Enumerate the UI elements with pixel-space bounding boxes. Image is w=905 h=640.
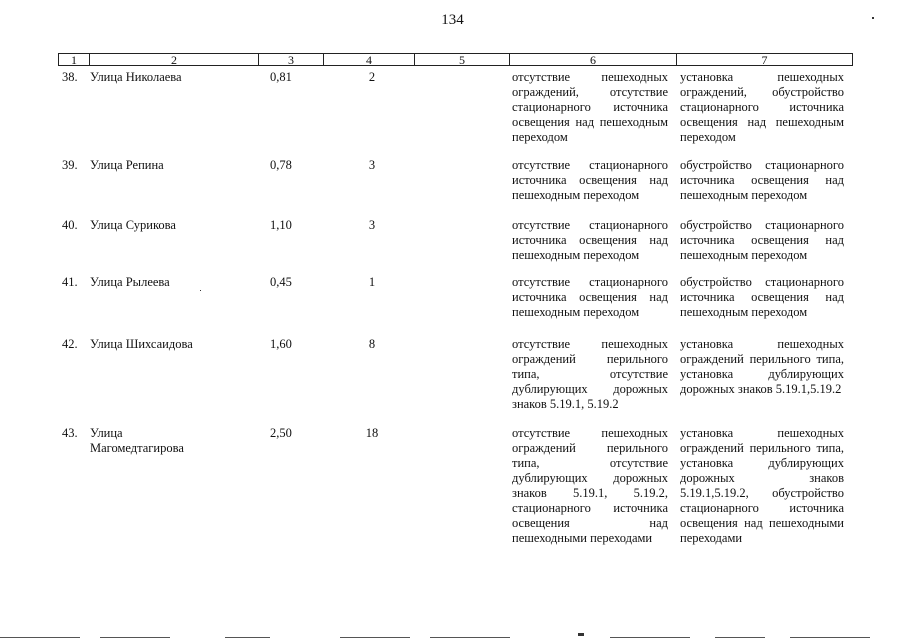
deficiency-text: отсутствие стационарного источника освещения над пешеходным переходом — [512, 218, 668, 262]
deficiency-text: отсутствие пешеходных ограждений перильного типа, отсутствие дублирующих дорожных знаков 5.19.1, 5.19.2 — [512, 337, 668, 411]
header-col-5: 5 — [414, 53, 510, 66]
header-col-2: 2 — [89, 53, 259, 66]
street-name: Улица Магомедтагирова — [90, 426, 184, 455]
measure-text: установка пешеходных ограждений перильного типа, установка дублирующих дорожных знаков 5.19.1,5.19.2, обустройство стационарного источника освещения над пешеходными переходами — [680, 426, 844, 545]
deficiency-text: отсутствие пешеходных ограждений перильного типа, отсутствие дублирующих дорожных знаков 5.19.1, 5.19.2, стационарного источника освещения над пешеходными переходами — [512, 426, 668, 545]
measure-text: установка пешеходных ограждений перильного типа, установка дублирующих дорожных знаков 5.19.1,5.19.2 — [680, 337, 844, 396]
measure-text: обустройство стационарного источника освещения над пешеходным переходом — [680, 218, 844, 262]
street-name: Улица Николаева — [90, 70, 182, 84]
scan-edge-line — [790, 637, 870, 638]
scan-edge-line — [340, 637, 410, 638]
row-number: 42. — [62, 337, 78, 351]
scan-speck — [872, 17, 874, 19]
scan-speck — [578, 633, 584, 636]
street-length: 0,78 — [270, 158, 292, 172]
row-number: 39. — [62, 158, 78, 172]
row-number: 43. — [62, 426, 78, 440]
scan-edge-line — [610, 637, 690, 638]
street-length: 0,45 — [270, 275, 292, 289]
scan-edge-line — [0, 637, 80, 638]
scan-edge-line — [715, 637, 765, 638]
crossing-count: 3 — [368, 218, 376, 232]
header-col-3: 3 — [258, 53, 324, 66]
deficiency-text: отсутствие стационарного источника освещения над пешеходным переходом — [512, 158, 668, 202]
header-col-6: 6 — [509, 53, 677, 66]
crossing-count: 2 — [368, 70, 376, 84]
deficiency-text: отсутствие стационарного источника освещения над пешеходным переходом — [512, 275, 668, 319]
scan-edge-line — [225, 637, 270, 638]
street-name: Улица Сурикова — [90, 218, 176, 232]
measure-text: обустройство стационарного источника освещения над пешеходным переходом — [680, 158, 844, 202]
crossing-count: 3 — [368, 158, 376, 172]
street-name: Улица Рылеева — [90, 275, 170, 289]
street-name: Улица Шихсаидова — [90, 337, 193, 351]
page-number: 134 — [441, 12, 464, 28]
row-number: 41. — [62, 275, 78, 289]
header-col-4: 4 — [323, 53, 415, 66]
crossing-count: 1 — [368, 275, 376, 289]
header-col-7: 7 — [676, 53, 853, 66]
crossing-count: 8 — [368, 337, 376, 351]
header-col-1: 1 — [58, 53, 90, 66]
scan-speck — [200, 290, 201, 291]
measure-text: установка пешеходных ограждений, обустройство стационарного источника освещения над пешеходным переходом — [680, 70, 844, 144]
crossing-count: 18 — [365, 426, 379, 440]
street-length: 1,60 — [270, 337, 292, 351]
street-length: 2,50 — [270, 426, 292, 440]
street-length: 1,10 — [270, 218, 292, 232]
measure-text: обустройство стационарного источника освещения над пешеходным переходом — [680, 275, 844, 319]
street-name: Улица Репина — [90, 158, 164, 172]
deficiency-text: отсутствие пешеходных ограждений, отсутствие стационарного источника освещения над пешеходным переходом — [512, 70, 668, 144]
row-number: 40. — [62, 218, 78, 232]
row-number: 38. — [62, 70, 78, 84]
scan-edge-line — [100, 637, 170, 638]
street-length: 0,81 — [270, 70, 292, 84]
scan-edge-line — [430, 637, 510, 638]
